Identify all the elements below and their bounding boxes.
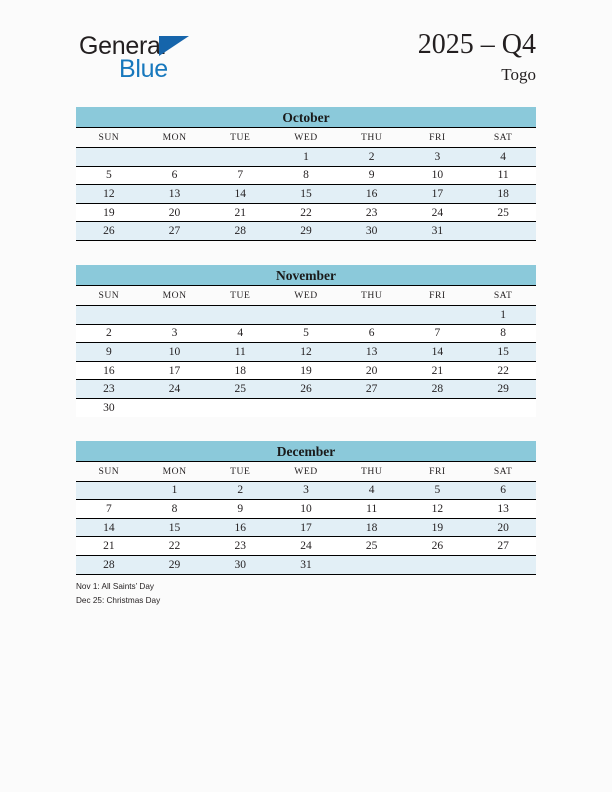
day-cell[interactable]: 30 bbox=[207, 555, 273, 574]
day-cell[interactable]: 29 bbox=[273, 222, 339, 241]
day-cell[interactable]: 2 bbox=[76, 324, 142, 343]
general-blue-logo[interactable] bbox=[79, 33, 279, 85]
day-cell[interactable]: 27 bbox=[142, 222, 208, 241]
day-cell[interactable]: 4 bbox=[470, 148, 536, 167]
day-cell[interactable]: 7 bbox=[207, 166, 273, 185]
week-row bbox=[76, 481, 536, 500]
weekday-header-tue: TUE bbox=[207, 286, 273, 306]
day-cell[interactable]: 4 bbox=[339, 481, 405, 500]
day-cell[interactable]: 6 bbox=[470, 481, 536, 500]
day-cell-empty bbox=[405, 305, 471, 324]
day-cell[interactable]: 21 bbox=[207, 203, 273, 222]
weekday-header-sat: SAT bbox=[470, 286, 536, 306]
day-cell-empty bbox=[339, 305, 405, 324]
day-cell[interactable]: 29 bbox=[142, 555, 208, 574]
week-row bbox=[76, 361, 536, 380]
day-cell-empty bbox=[142, 148, 208, 167]
day-cell[interactable]: 3 bbox=[273, 481, 339, 500]
day-cell[interactable]: 2 bbox=[207, 481, 273, 500]
day-cell[interactable]: 22 bbox=[470, 361, 536, 380]
week-row bbox=[76, 518, 536, 537]
day-cell[interactable]: 26 bbox=[273, 380, 339, 399]
day-cell[interactable]: 21 bbox=[76, 537, 142, 556]
day-cell[interactable]: 30 bbox=[339, 222, 405, 241]
day-cell[interactable]: 14 bbox=[207, 185, 273, 204]
day-cell[interactable]: 3 bbox=[405, 148, 471, 167]
day-cell[interactable]: 15 bbox=[470, 343, 536, 362]
weekday-header-tue: TUE bbox=[207, 128, 273, 148]
week-row bbox=[76, 148, 536, 167]
day-cell[interactable]: 20 bbox=[470, 518, 536, 537]
day-cell[interactable]: 23 bbox=[207, 537, 273, 556]
day-cell-empty bbox=[142, 305, 208, 324]
day-cell[interactable]: 6 bbox=[142, 166, 208, 185]
day-cell[interactable]: 10 bbox=[405, 166, 471, 185]
month-title: October bbox=[76, 107, 536, 128]
week-row bbox=[76, 166, 536, 185]
logo-text-general: General bbox=[79, 32, 166, 60]
month-grid bbox=[76, 128, 536, 241]
day-cell[interactable]: 24 bbox=[142, 380, 208, 399]
weekday-header-wed: WED bbox=[273, 286, 339, 306]
day-cell[interactable]: 18 bbox=[339, 518, 405, 537]
week-row bbox=[76, 203, 536, 222]
weekday-header-thu: THU bbox=[339, 286, 405, 306]
day-cell[interactable]: 27 bbox=[339, 380, 405, 399]
day-cell-empty bbox=[405, 555, 471, 574]
day-cell[interactable]: 21 bbox=[405, 361, 471, 380]
day-cell[interactable]: 12 bbox=[405, 500, 471, 519]
week-row bbox=[76, 185, 536, 204]
day-cell[interactable]: 16 bbox=[207, 518, 273, 537]
day-cell[interactable]: 20 bbox=[142, 203, 208, 222]
day-cell[interactable]: 18 bbox=[207, 361, 273, 380]
weekday-header-tue: TUE bbox=[207, 462, 273, 482]
day-cell-empty bbox=[470, 222, 536, 241]
day-cell[interactable]: 25 bbox=[470, 203, 536, 222]
quarter-calendar bbox=[76, 107, 536, 599]
day-cell[interactable]: 9 bbox=[76, 343, 142, 362]
logo-text-blue: Blue bbox=[119, 55, 168, 83]
day-cell[interactable]: 7 bbox=[405, 324, 471, 343]
day-cell[interactable]: 1 bbox=[273, 148, 339, 167]
week-row bbox=[76, 537, 536, 556]
day-cell[interactable]: 9 bbox=[207, 500, 273, 519]
day-cell-empty bbox=[339, 398, 405, 416]
day-cell[interactable]: 22 bbox=[273, 203, 339, 222]
weekday-header-sat: SAT bbox=[470, 462, 536, 482]
title-block bbox=[418, 28, 536, 86]
month-block bbox=[76, 265, 536, 417]
day-cell[interactable]: 26 bbox=[76, 222, 142, 241]
month-block bbox=[76, 441, 536, 575]
weekday-header-wed: WED bbox=[273, 462, 339, 482]
day-cell[interactable]: 30 bbox=[76, 398, 142, 416]
day-cell[interactable]: 31 bbox=[405, 222, 471, 241]
day-cell[interactable]: 8 bbox=[142, 500, 208, 519]
day-cell[interactable]: 18 bbox=[470, 185, 536, 204]
week-row bbox=[76, 500, 536, 519]
weekday-header-mon: MON bbox=[142, 286, 208, 306]
day-cell[interactable]: 19 bbox=[405, 518, 471, 537]
day-cell[interactable]: 11 bbox=[207, 343, 273, 362]
day-cell[interactable]: 29 bbox=[470, 380, 536, 399]
day-cell[interactable]: 17 bbox=[405, 185, 471, 204]
weekday-header-row bbox=[76, 462, 536, 482]
day-cell[interactable]: 28 bbox=[207, 222, 273, 241]
week-row bbox=[76, 343, 536, 362]
day-cell[interactable]: 8 bbox=[273, 166, 339, 185]
day-cell[interactable]: 5 bbox=[76, 166, 142, 185]
day-cell-empty bbox=[339, 555, 405, 574]
day-cell-empty bbox=[76, 481, 142, 500]
triangle-right-icon bbox=[159, 36, 189, 56]
weekday-header-sun: SUN bbox=[76, 286, 142, 306]
day-cell[interactable]: 13 bbox=[142, 185, 208, 204]
day-cell[interactable]: 16 bbox=[339, 185, 405, 204]
day-cell[interactable]: 13 bbox=[339, 343, 405, 362]
month-title: November bbox=[76, 265, 536, 286]
week-row bbox=[76, 222, 536, 241]
month-grid bbox=[76, 286, 536, 417]
weekday-header-sun: SUN bbox=[76, 462, 142, 482]
day-cell-empty bbox=[76, 305, 142, 324]
day-cell[interactable]: 13 bbox=[470, 500, 536, 519]
day-cell[interactable]: 23 bbox=[76, 380, 142, 399]
day-cell[interactable]: 31 bbox=[273, 555, 339, 574]
day-cell-empty bbox=[470, 555, 536, 574]
day-cell[interactable]: 8 bbox=[470, 324, 536, 343]
day-cell[interactable]: 3 bbox=[142, 324, 208, 343]
day-cell[interactable]: 28 bbox=[405, 380, 471, 399]
day-cell[interactable]: 1 bbox=[470, 305, 536, 324]
day-cell[interactable]: 25 bbox=[207, 380, 273, 399]
day-cell[interactable]: 15 bbox=[142, 518, 208, 537]
day-cell[interactable]: 20 bbox=[339, 361, 405, 380]
day-cell[interactable]: 11 bbox=[339, 500, 405, 519]
day-cell[interactable]: 5 bbox=[273, 324, 339, 343]
legend-item: Dec 25: Christmas Day bbox=[76, 595, 161, 605]
day-cell[interactable]: 19 bbox=[76, 203, 142, 222]
day-cell-empty bbox=[470, 398, 536, 416]
weekday-header-fri: FRI bbox=[405, 286, 471, 306]
day-cell[interactable]: 25 bbox=[339, 537, 405, 556]
day-cell-empty bbox=[207, 305, 273, 324]
day-cell-empty bbox=[405, 398, 471, 416]
day-cell[interactable]: 26 bbox=[405, 537, 471, 556]
day-cell[interactable]: 28 bbox=[76, 555, 142, 574]
day-cell[interactable]: 11 bbox=[470, 166, 536, 185]
week-row bbox=[76, 380, 536, 399]
day-cell-empty bbox=[76, 148, 142, 167]
weekday-header-fri: FRI bbox=[405, 128, 471, 148]
month-grid bbox=[76, 462, 536, 575]
day-cell[interactable]: 16 bbox=[76, 361, 142, 380]
weekday-header-mon: MON bbox=[142, 128, 208, 148]
day-cell[interactable]: 23 bbox=[339, 203, 405, 222]
day-cell[interactable]: 19 bbox=[273, 361, 339, 380]
day-cell[interactable]: 27 bbox=[470, 537, 536, 556]
week-row bbox=[76, 305, 536, 324]
day-cell[interactable]: 10 bbox=[273, 500, 339, 519]
day-cell[interactable]: 24 bbox=[405, 203, 471, 222]
week-row bbox=[76, 324, 536, 343]
day-cell[interactable]: 1 bbox=[142, 481, 208, 500]
holiday-legend bbox=[76, 580, 160, 607]
weekday-header-thu: THU bbox=[339, 128, 405, 148]
day-cell[interactable]: 9 bbox=[339, 166, 405, 185]
day-cell[interactable]: 14 bbox=[405, 343, 471, 362]
weekday-header-wed: WED bbox=[273, 128, 339, 148]
day-cell[interactable]: 22 bbox=[142, 537, 208, 556]
weekday-header-thu: THU bbox=[339, 462, 405, 482]
day-cell-empty bbox=[273, 398, 339, 416]
day-cell[interactable]: 12 bbox=[76, 185, 142, 204]
day-cell[interactable]: 15 bbox=[273, 185, 339, 204]
day-cell-empty bbox=[207, 398, 273, 416]
day-cell[interactable]: 5 bbox=[405, 481, 471, 500]
day-cell[interactable]: 24 bbox=[273, 537, 339, 556]
page-title: 2025 – Q4 bbox=[417, 29, 536, 60]
month-block bbox=[76, 107, 536, 241]
legend-item: Nov 1: All Saints’ Day bbox=[76, 582, 154, 591]
week-row bbox=[76, 555, 536, 574]
weekday-header-sun: SUN bbox=[76, 128, 142, 148]
month-title: December bbox=[76, 441, 536, 462]
day-cell-empty bbox=[273, 305, 339, 324]
weekday-header-row bbox=[76, 128, 536, 148]
page-header bbox=[0, 0, 612, 105]
day-cell-empty bbox=[142, 398, 208, 416]
day-cell[interactable]: 4 bbox=[207, 324, 273, 343]
page-subtitle-country: Togo bbox=[501, 65, 536, 84]
day-cell[interactable]: 14 bbox=[76, 518, 142, 537]
weekday-header-fri: FRI bbox=[405, 462, 471, 482]
day-cell[interactable]: 17 bbox=[273, 518, 339, 537]
weekday-header-row bbox=[76, 286, 536, 306]
week-row bbox=[76, 398, 536, 416]
weekday-header-mon: MON bbox=[142, 462, 208, 482]
day-cell[interactable]: 7 bbox=[76, 500, 142, 519]
day-cell-empty bbox=[207, 148, 273, 167]
day-cell[interactable]: 12 bbox=[273, 343, 339, 362]
day-cell[interactable]: 17 bbox=[142, 361, 208, 380]
day-cell[interactable]: 10 bbox=[142, 343, 208, 362]
day-cell[interactable]: 2 bbox=[339, 148, 405, 167]
day-cell[interactable]: 6 bbox=[339, 324, 405, 343]
weekday-header-sat: SAT bbox=[470, 128, 536, 148]
